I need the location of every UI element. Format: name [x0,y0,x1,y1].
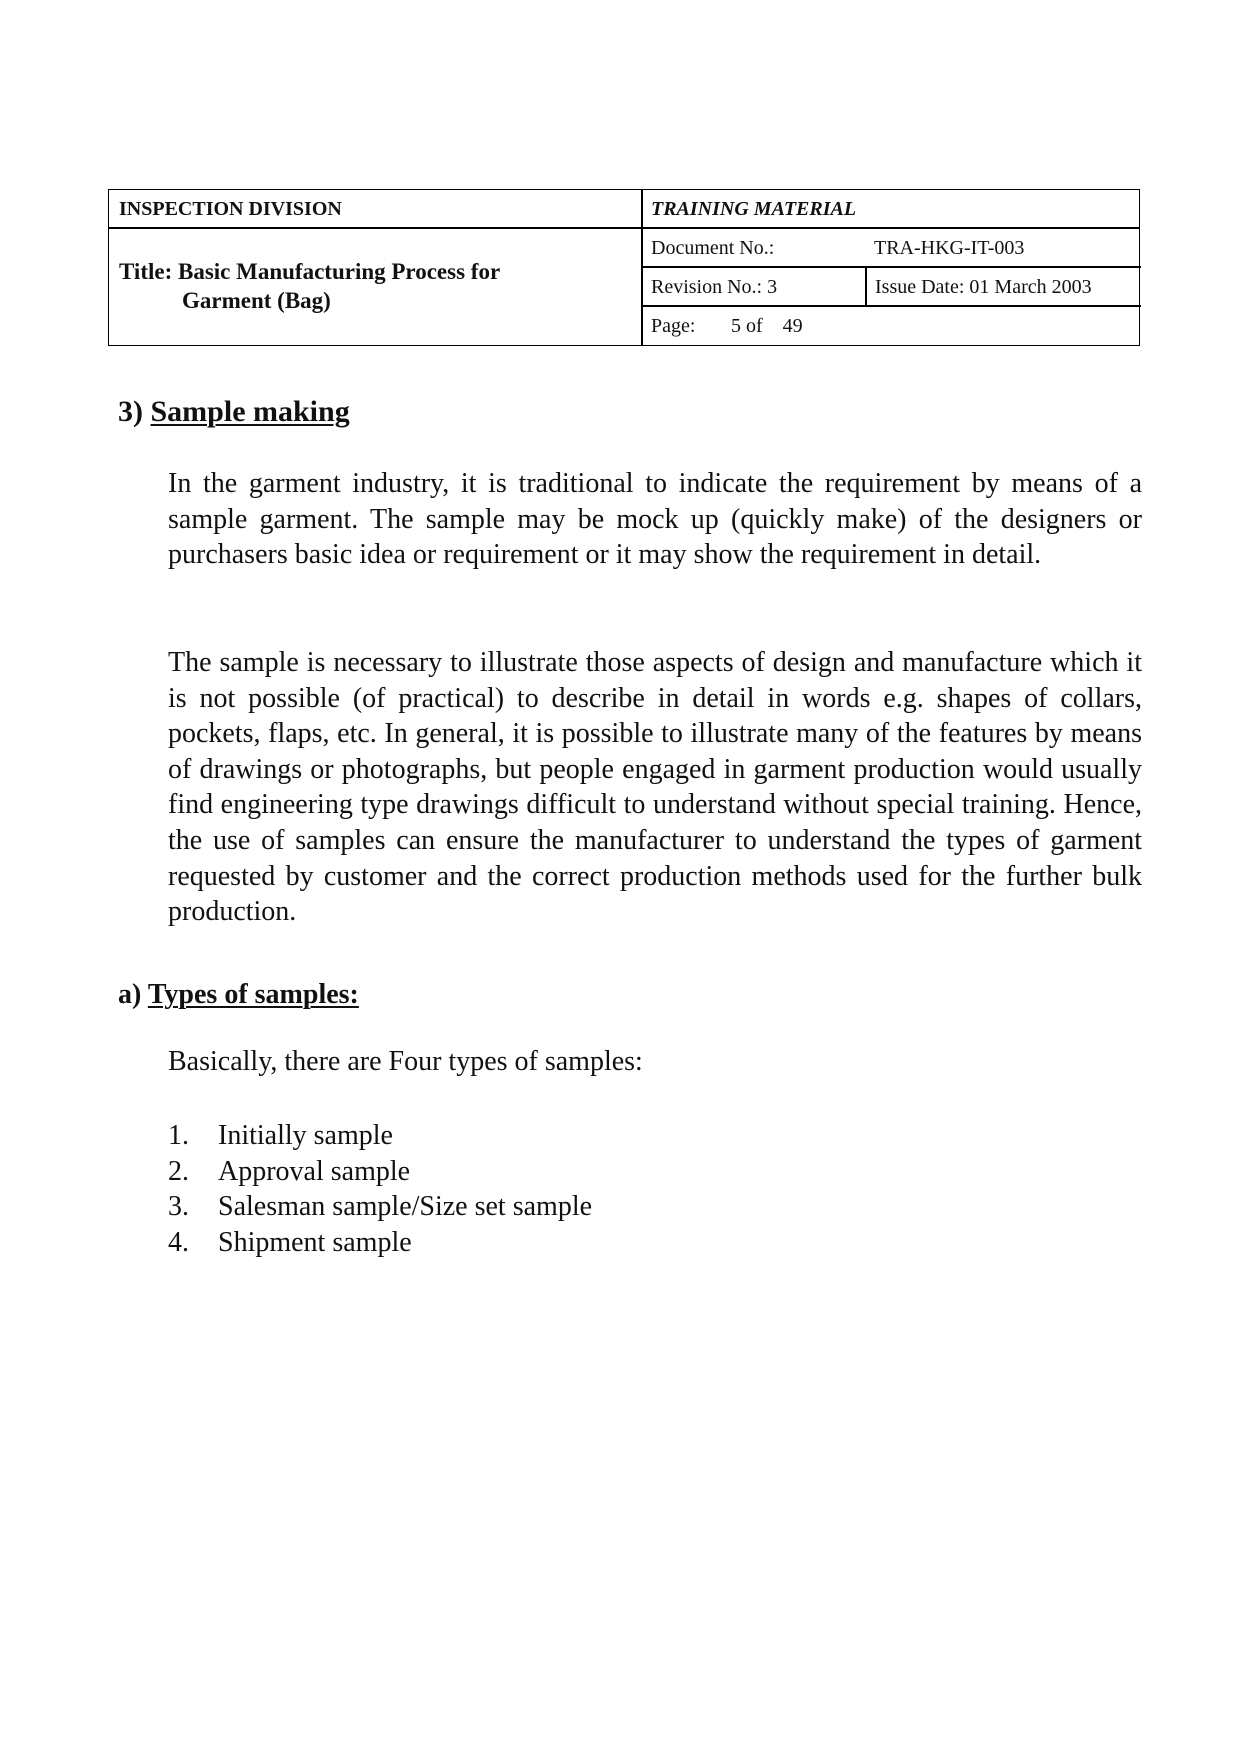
revision-number: Revision No.: 3 [651,275,778,298]
page-label: Page: [651,314,696,337]
division-name: INSPECTION DIVISION [119,198,342,220]
subsection-intro: Basically, there are Four types of samples: [168,1046,643,1077]
paragraph: The sample is necessary to illustrate those aspects of design and manufacture which it is not possible (of practical) to describe in detail in words e.g. shapes of collars, pockets, flaps, etc. In general, it is possible to illustrate many of the features by means of drawings or photographs, but people engaged in garment production would usually find engineering type drawings difficult to understand without special training. Hence, the use of samples can ensure the manufacturer to understand the types of garment requested by customer and the correct production methods used for the further bulk production. [168,647,1142,928]
list-item [168,1189,592,1225]
subsection-title: Types of samples: [147,979,359,1010]
document-title-line: Title: Basic Manufacturing Process for [119,258,501,284]
document-title-line: Garment (Bag) [182,287,331,313]
document-number-value: TRA-HKG-IT-003 [874,236,1025,259]
list-item-label: Initially sample [218,1120,393,1151]
list-item-label: Shipment sample [218,1226,412,1258]
paragraph: In the garment industry, it is traditional to indicate the requirement by means of a sample garment. The sample may be mock up (quickly make) of the designers or purchasers basic idea or requirement or it may show the requirement in detail. [168,468,1142,571]
document-number-label: Document No.: [651,236,775,259]
list-item-label: Approval sample [218,1155,411,1187]
list-item-number: 2. [168,1155,189,1187]
list-item [168,1225,592,1261]
page-number: 5 of 49 [731,314,803,337]
section-number: 3) [118,395,143,428]
subsection-number: a) [118,979,142,1010]
list-item-number: 4. [168,1226,189,1258]
list-item-number: 3. [168,1191,189,1223]
document-header-table [108,189,1140,346]
section-title: Sample making [150,395,350,428]
sample-types-list [168,1118,592,1260]
issue-date: Issue Date: 01 March 2003 [875,275,1092,298]
subsection-heading [118,978,359,1012]
list-item [168,1154,592,1190]
document-title [119,228,634,345]
list-item-label: Salesman sample/Size set sample [218,1191,593,1223]
list-item-number: 1. [168,1120,189,1151]
section-heading [118,394,350,430]
list-item [168,1118,592,1154]
material-type: TRAINING MATERIAL [651,198,857,220]
